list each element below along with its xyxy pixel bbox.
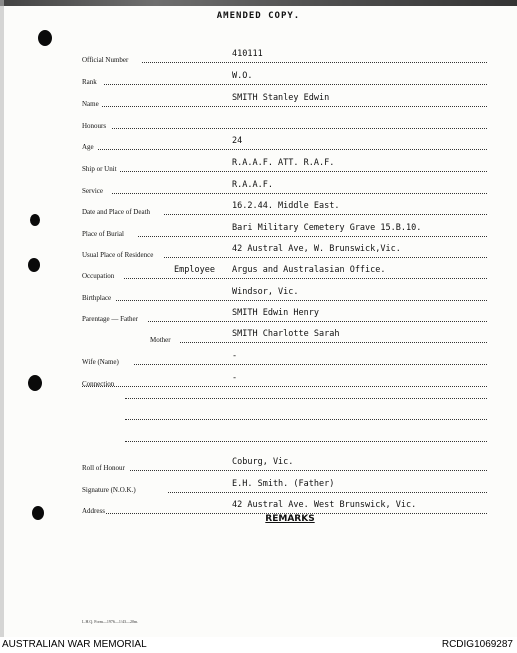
field-dotted-line	[112, 193, 487, 194]
field-dotted-line	[148, 321, 487, 322]
form-row	[82, 94, 487, 108]
punch-hole	[38, 30, 52, 46]
form-row	[82, 72, 487, 86]
field-value: -	[232, 373, 238, 383]
field-label: Official Number	[82, 56, 129, 64]
form-row	[82, 480, 487, 494]
punch-hole	[30, 214, 40, 226]
field-value: SMITH Stanley Edwin	[232, 93, 330, 103]
field-label: Honours	[82, 122, 107, 130]
field-dotted-line	[134, 364, 487, 365]
field-dotted-line	[168, 492, 487, 493]
form-row	[82, 50, 487, 64]
field-value: Argus and Australasian Office.	[232, 265, 386, 275]
form-row	[82, 202, 487, 216]
field-dotted-line	[124, 278, 487, 279]
form-row	[82, 181, 487, 195]
form-row	[82, 266, 487, 280]
field-dotted-line	[102, 106, 487, 107]
field-label: Service	[82, 187, 103, 195]
form-row	[82, 224, 487, 238]
field-dotted-line	[98, 149, 487, 150]
field-value: 42 Austral Ave, W. Brunswick,Vic.	[232, 244, 401, 254]
form-row	[82, 458, 487, 472]
form-row	[82, 330, 487, 344]
field-label: Usual Place of Residence	[82, 251, 154, 259]
field-value: SMITH Charlotte Sarah	[232, 329, 340, 339]
field-value: Bari Military Cemetery Grave 15.B.10.	[232, 223, 422, 233]
field-value: E.H. Smith. (Father)	[232, 479, 335, 489]
form-row	[82, 309, 487, 323]
field-label: Roll of Honour	[82, 464, 125, 472]
field-label: Birthplace	[82, 294, 112, 302]
form-row	[82, 116, 487, 130]
scan-edge-left	[0, 0, 4, 637]
remarks-heading: REMARKS	[265, 514, 315, 524]
field-dotted-line	[142, 62, 487, 63]
field-label: Name	[82, 100, 99, 108]
punch-hole	[28, 258, 40, 272]
form-reference: L.H.Q. Form—1976—1/43—20m.	[82, 619, 139, 624]
field-value: 410111	[232, 49, 263, 59]
field-label: Connection	[82, 380, 115, 388]
field-value: SMITH Edwin Henry	[232, 308, 319, 318]
form-row	[82, 374, 487, 388]
field-dotted-line	[164, 257, 487, 258]
connection-line	[125, 441, 487, 442]
field-dotted-line	[164, 214, 487, 215]
field-value: 16.2.44. Middle East.	[232, 201, 340, 211]
field-value: 24	[232, 136, 243, 146]
footer-record-id: RCDIG1069287	[441, 639, 513, 650]
field-value: Coburg, Vic.	[232, 457, 294, 467]
field-prefix: Employee	[174, 265, 215, 275]
field-value: R.A.A.F.	[232, 180, 273, 190]
field-dotted-line	[112, 128, 487, 129]
punch-hole	[28, 375, 42, 391]
form-row	[82, 159, 487, 173]
field-dotted-line	[116, 300, 487, 301]
field-label: Rank	[82, 78, 97, 86]
field-dotted-line	[82, 386, 487, 387]
footer-archive-name: AUSTRALIAN WAR MEMORIAL	[2, 639, 147, 650]
field-label: Occupation	[82, 272, 115, 280]
form-row	[82, 501, 487, 515]
archive-footer	[0, 637, 517, 653]
scan-edge-top	[0, 0, 517, 6]
field-value: W.O.	[232, 71, 253, 81]
connection-line	[125, 419, 487, 420]
field-label: Date and Place of Death	[82, 208, 151, 216]
field-value: R.A.A.F. ATT. R.A.F.	[232, 158, 335, 168]
field-dotted-line	[120, 171, 487, 172]
document-title: AMENDED COPY.	[216, 11, 301, 21]
connection-line	[125, 398, 487, 399]
field-value: 42 Austral Ave. West Brunswick, Vic.	[232, 500, 417, 510]
field-dotted-line	[130, 470, 487, 471]
field-label: Wife (Name)	[82, 358, 119, 366]
field-dotted-line	[180, 342, 487, 343]
form-row	[82, 245, 487, 259]
field-label: Mother	[150, 336, 171, 344]
field-label: Ship or Unit	[82, 165, 117, 173]
field-value: Windsor, Vic.	[232, 287, 299, 297]
field-label: Parentage — Father	[82, 315, 138, 323]
field-dotted-line	[104, 84, 487, 85]
form-row	[82, 137, 487, 151]
field-label: Signature (N.O.K.)	[82, 486, 136, 494]
field-value: -	[232, 351, 238, 361]
form-row	[82, 352, 487, 366]
field-label: Place of Burial	[82, 230, 124, 238]
field-label: Address	[82, 507, 105, 515]
form-row	[82, 288, 487, 302]
field-dotted-line	[138, 236, 487, 237]
field-label: Age	[82, 143, 94, 151]
